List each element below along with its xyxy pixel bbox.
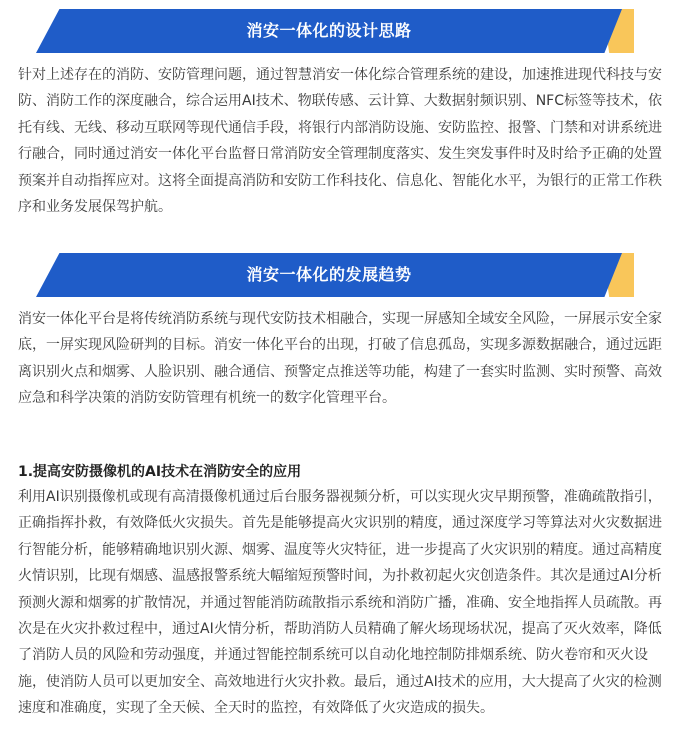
subsection-body-ai-camera: 利用AI识别摄像机或现有高清摄像机通过后台服务器视频分析，可以实现火灾早期预警，准确疏散指引，正确指挥扑救，有效降低火灾损失。首先是能够提高火灾识别的精度，通过深度学习等算法对火灾数据进行智能分析，能够精确地识别火源、烟雾、温度等火灾特征，进一步提高了火灾识别的精度。通过高精度火情识别，比现有烟感、温感报警系统大幅缩短预警时间，为扑救初起火灾创造条件。其次是通过AI分析预测火源和烟雾的扩散情况，并通过智能消防疏散指示系统和消防广播，准确、安全地指挥人员疏散。再次是在火灾扑救过程中，通过AI火情分析，帮助消防人员精确了解火场现场状况，提高了灭火效率，降低了消防人员的风险和劳动强度，并通过智能控制系统可以自动化地控制防排烟系统、防火卷帘和灭火设施，使消防人员可以更加安全、高效地进行火灾扑救。最后，通过AI技术的应用，大大提高了火灾的检测速度和准确度，实现了全天候、全天时的监控，有效降低了火灾造成的损失。 bbox=[18, 489, 662, 717]
section-body-design: 针对上述存在的消防、安防管理问题，通过智慧消安一体化综合管理系统的建设，加速推进现代科技与安防、消防工作的深度融合，综合运用AI技术、物联传感、云计算、大数据射频识别、NFC标签等技术，依托有线、无线、移动互联网等现代通信手段，将银行内部消防设施、安防监控、报警、门禁和对讲系统进行融合，同时通过消安一体化平台监督日常消防安全管理制度落实、发生突发事件时及时给予正确的处置预案并自动指挥应对。这将全面提高消防和安防工作科技化、信息化、智能化水平，为银行的正常工作秩序和业务发展保驾护航。 bbox=[18, 67, 663, 216]
section-title-design: 消安一体化的设计思路 bbox=[246, 21, 412, 40]
section-body-trend: 消安一体化平台是将传统消防系统与现代安防技术相融合，实现一屏感知全域安全风险，一屏展示安全家底，一屏实现风险研判的目标。消安一体化平台的出现，打破了信息孤岛，实现多源数据融合，通过远距离识别火点和烟雾、人脸识别、融合通信、预警定点推送等功能，构建了一套实时监测、实时预警、高效应急和科学决策的消防安防管理有机统一的数字化管理平台。 bbox=[18, 311, 662, 407]
section-title-trend: 消安一体化的发展趋势 bbox=[246, 265, 412, 284]
section-banner-design bbox=[36, 9, 634, 53]
section-banner-trend bbox=[36, 253, 634, 297]
subsection-heading-ai-camera: 1.提高安防摄像机的AI技术在消防安全的应用 bbox=[18, 464, 302, 480]
